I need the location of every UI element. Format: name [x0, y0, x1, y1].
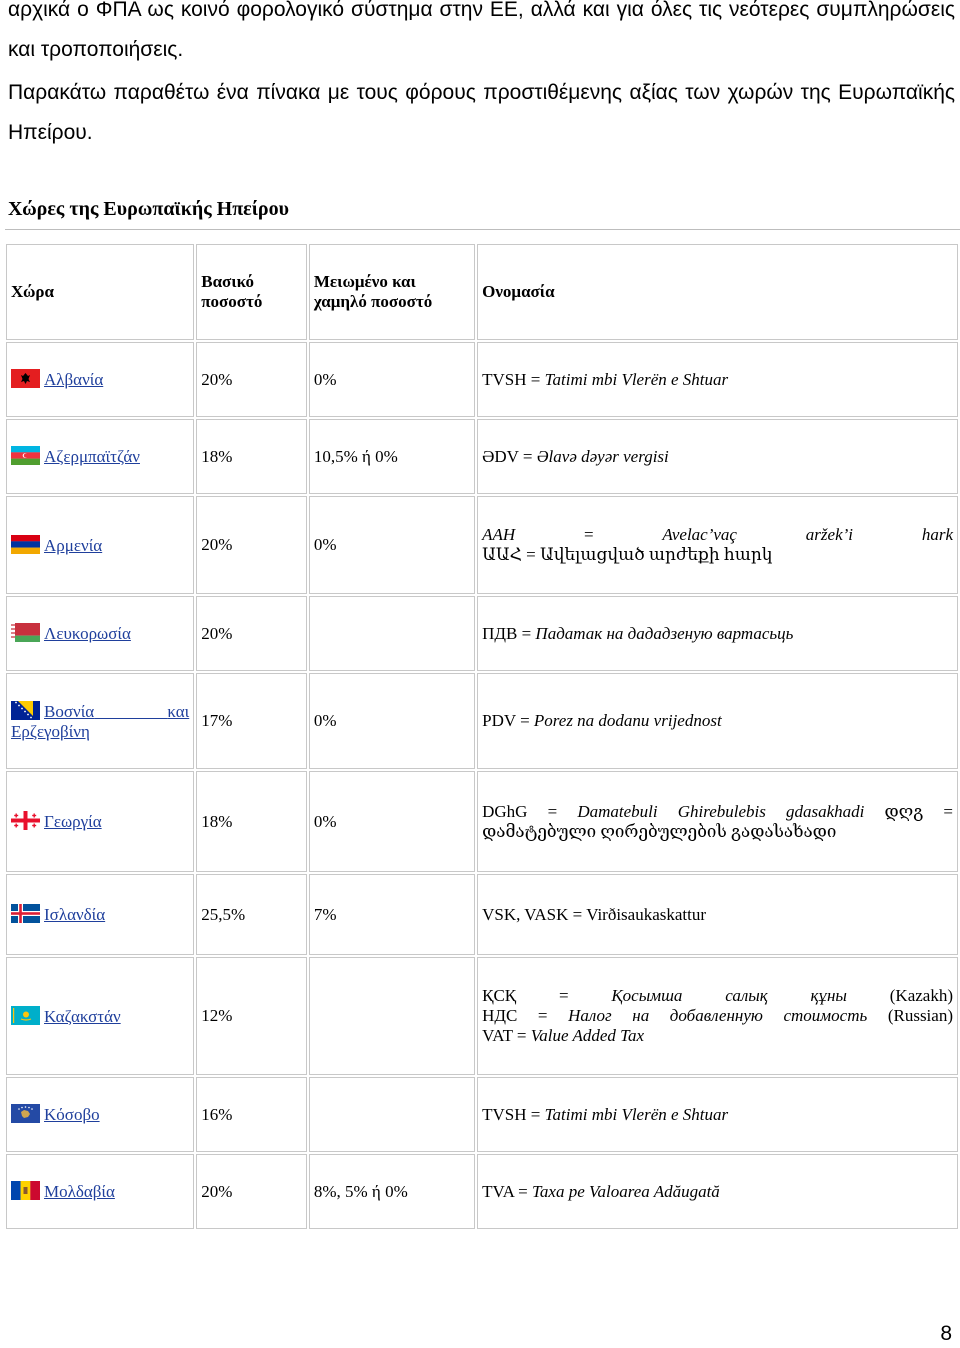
- header-reduced-rate: Μειωμένο και χαμηλό ποσοστό: [309, 244, 475, 340]
- azerbaijan-flag-icon: [11, 446, 40, 465]
- reduced-rate-cell: 7%: [309, 874, 475, 955]
- name-line: AAH = Avelac’vaç aržek’i hark: [482, 525, 953, 544]
- reduced-rate-cell: 0%: [309, 673, 475, 769]
- name-cell: PDV = Porez na dodanu vrijednost: [477, 673, 958, 769]
- name-cell: TVSH = Tatimi mbi Vlerën e Shtuar: [477, 1077, 958, 1152]
- basic-rate-cell: 20%: [196, 342, 307, 417]
- table-row: [6, 1154, 958, 1229]
- tax-georgian-abbreviation: დღგ =: [884, 801, 954, 821]
- country-link[interactable]: Γεωργία: [44, 812, 102, 831]
- country-link[interactable]: Καζακστάν: [44, 1006, 121, 1026]
- name-cell: VSK, VASK = Virðisaukaskattur: [477, 874, 958, 955]
- tax-full-name: Taxa pe Valoarea Adăugată: [532, 1181, 720, 1201]
- country-link[interactable]: Λευκορωσία: [44, 624, 131, 643]
- tax-abbreviation: TVSH: [482, 1104, 527, 1124]
- reduced-rate-cell: [309, 596, 475, 671]
- tax-full-name: Падатак на дададзеную вартасьць: [535, 623, 794, 643]
- country-link[interactable]: Αζερμπαϊτζάν: [44, 447, 140, 466]
- intro-paragraph: αρχικά ο ΦΠΑ ως κοινό φορολογικό σύστημα στην ΕΕ, αλλά και για όλες τις νεότερες συμπληρώσεις και τροποποιήσεις.: [8, 0, 955, 61]
- country-link[interactable]: Κόσοβο: [44, 1105, 100, 1124]
- reduced-rate-cell: [309, 1077, 475, 1152]
- tax-full-name: Əlavə dəyər vergisi: [536, 446, 669, 466]
- tax-abbreviation: DGhG: [482, 801, 528, 821]
- reduced-rate-cell: 0%: [309, 496, 475, 594]
- kosovo-flag-icon: [11, 1104, 40, 1123]
- tax-abbreviation: ПДВ: [482, 623, 518, 643]
- belarus-flag-icon: [11, 623, 40, 642]
- reduced-rate-cell: [309, 957, 475, 1075]
- tax-full-name: Virðisaukaskattur: [586, 904, 707, 924]
- table-row: [6, 874, 958, 955]
- reduced-rate-cell: 8%, 5% ή 0%: [309, 1154, 475, 1229]
- iceland-flag-icon: [11, 904, 40, 923]
- country-line: [11, 701, 189, 722]
- basic-rate-cell: 16%: [196, 1077, 307, 1152]
- tax-abbreviation: ƏDV: [482, 446, 519, 466]
- tax-full-name: Ավելացված արժեքի հարկ: [539, 545, 773, 564]
- tax-abbreviation: VSK, VASK: [482, 904, 569, 924]
- tax-full-name: Tatimi mbi Vlerën e Shtuar: [544, 369, 729, 389]
- tax-full-name: Porez na dodanu vrijednost: [533, 711, 722, 730]
- tax-full-name: Tatimi mbi Vlerën e Shtuar: [544, 1104, 729, 1124]
- country-cell: [6, 673, 194, 769]
- name-cell: TVA = Taxa pe Valoarea Adăugată: [477, 1154, 958, 1229]
- tax-abbreviation: ҚСҚ: [482, 986, 517, 1005]
- header-basic-rate: Βασικό ποσοστό: [196, 244, 307, 340]
- table-row: [6, 342, 958, 417]
- country-link[interactable]: Ισλανδία: [44, 905, 106, 924]
- tax-abbreviation: VAT: [482, 1026, 513, 1045]
- table-row: [6, 957, 958, 1075]
- name-cell: ПДВ = Падатак на дададзеную вартасьць: [477, 596, 958, 671]
- country-cell: [6, 874, 194, 955]
- country-link[interactable]: Μολδαβία: [44, 1182, 115, 1201]
- tax-georgian-name: დამატებული ღირებულების გადასახადი: [482, 821, 837, 841]
- table-header-row: [6, 244, 958, 340]
- tax-abbreviation: ԱԱՀ: [482, 545, 522, 564]
- name-cell: ƏDV = Əlavə dəyər vergisi: [477, 419, 958, 494]
- table-row: [6, 771, 958, 872]
- name-line: VAT = Value Added Tax: [482, 1026, 645, 1045]
- section-title: Χώρες της Ευρωπαϊκής Ηπείρου: [8, 198, 289, 220]
- language-note: (Kazakh): [889, 986, 954, 1005]
- albania-flag-icon: [11, 369, 40, 388]
- basic-rate-cell: 12%: [196, 957, 307, 1075]
- page-number: 8: [940, 1322, 952, 1345]
- basic-rate-cell: 18%: [196, 771, 307, 872]
- kazakhstan-flag-icon: [11, 1006, 40, 1025]
- country-link[interactable]: Αλβανία: [44, 370, 104, 389]
- country-link[interactable]: Βοσνία και: [44, 701, 190, 721]
- language-note: (Russian): [887, 1006, 953, 1025]
- table-row: [6, 673, 958, 769]
- name-cell: [477, 957, 958, 1075]
- name-cell: TVSH = Tatimi mbi Vlerën e Shtuar: [477, 342, 958, 417]
- reduced-rate-cell: 0%: [309, 342, 475, 417]
- name-line: DGhG = Damatebuli Ghirebulebis gdasakhadi დღგ =: [482, 801, 954, 821]
- basic-rate-cell: 20%: [196, 1154, 307, 1229]
- georgia-flag-icon: [11, 811, 40, 830]
- tax-abbreviation: TVA: [482, 1181, 514, 1201]
- tax-full-name: Налог на добавленную стоимость: [568, 1006, 868, 1025]
- country-cell: [6, 496, 194, 594]
- header-country: Χώρα: [6, 244, 194, 340]
- table-row: [6, 1077, 958, 1152]
- name-line: ҚСҚ = Қосымша салық құны (Kazakh): [482, 986, 954, 1005]
- basic-rate-cell: 25,5%: [196, 874, 307, 955]
- tax-full-name: Damatebuli Ghirebulebis gdasakhadi: [577, 801, 865, 821]
- tax-full-name: Avelac’vaç aržek’i hark: [662, 525, 953, 544]
- country-cell: [6, 342, 194, 417]
- table-row: [6, 496, 958, 594]
- table-row: [6, 419, 958, 494]
- header-name: Ονομασία: [477, 244, 958, 340]
- tax-full-name: Қосымша салық құны: [611, 986, 847, 1005]
- basic-rate-cell: 20%: [196, 596, 307, 671]
- armenia-flag-icon: [11, 535, 40, 554]
- tax-abbreviation: PDV: [482, 711, 516, 730]
- country-cell: [6, 419, 194, 494]
- reduced-rate-cell: 10,5% ή 0%: [309, 419, 475, 494]
- country-link[interactable]: Αρμενία: [44, 535, 103, 555]
- table-intro-paragraph: Παρακάτω παραθέτω ένα πίνακα με τους φόρους προστιθέμενης αξίας των χωρών της Ευρωπαϊκής Ηπείρου.: [8, 81, 955, 144]
- name-cell: [477, 496, 958, 594]
- table-row: [6, 596, 958, 671]
- country-cell: [6, 596, 194, 671]
- tax-abbreviation: НДС: [482, 1006, 518, 1025]
- country-cell: [6, 771, 194, 872]
- basic-rate-cell: 18%: [196, 419, 307, 494]
- tax-full-name: Value Added Tax: [530, 1026, 645, 1045]
- tax-abbreviation: TVSH: [482, 369, 527, 389]
- country-cell: [6, 1154, 194, 1229]
- reduced-rate-cell: 0%: [309, 771, 475, 872]
- country-cell: [6, 957, 194, 1075]
- name-line: ԱԱՀ = Ավելացված արժեքի հարկ: [482, 545, 773, 564]
- basic-rate-cell: 20%: [196, 496, 307, 594]
- name-cell: [477, 771, 958, 872]
- title-divider: [5, 229, 960, 230]
- moldova-flag-icon: [11, 1181, 40, 1200]
- country-cell: [6, 1077, 194, 1152]
- country-link-line2[interactable]: Ερζεγοβίνη: [11, 721, 90, 741]
- name-line: НДС = Налог на добавленную стоимость (Russian): [482, 1006, 953, 1025]
- bosnia-flag-icon: [11, 701, 40, 720]
- basic-rate-cell: 17%: [196, 673, 307, 769]
- tax-abbreviation: AAH: [482, 525, 516, 544]
- vat-table: [4, 242, 960, 1231]
